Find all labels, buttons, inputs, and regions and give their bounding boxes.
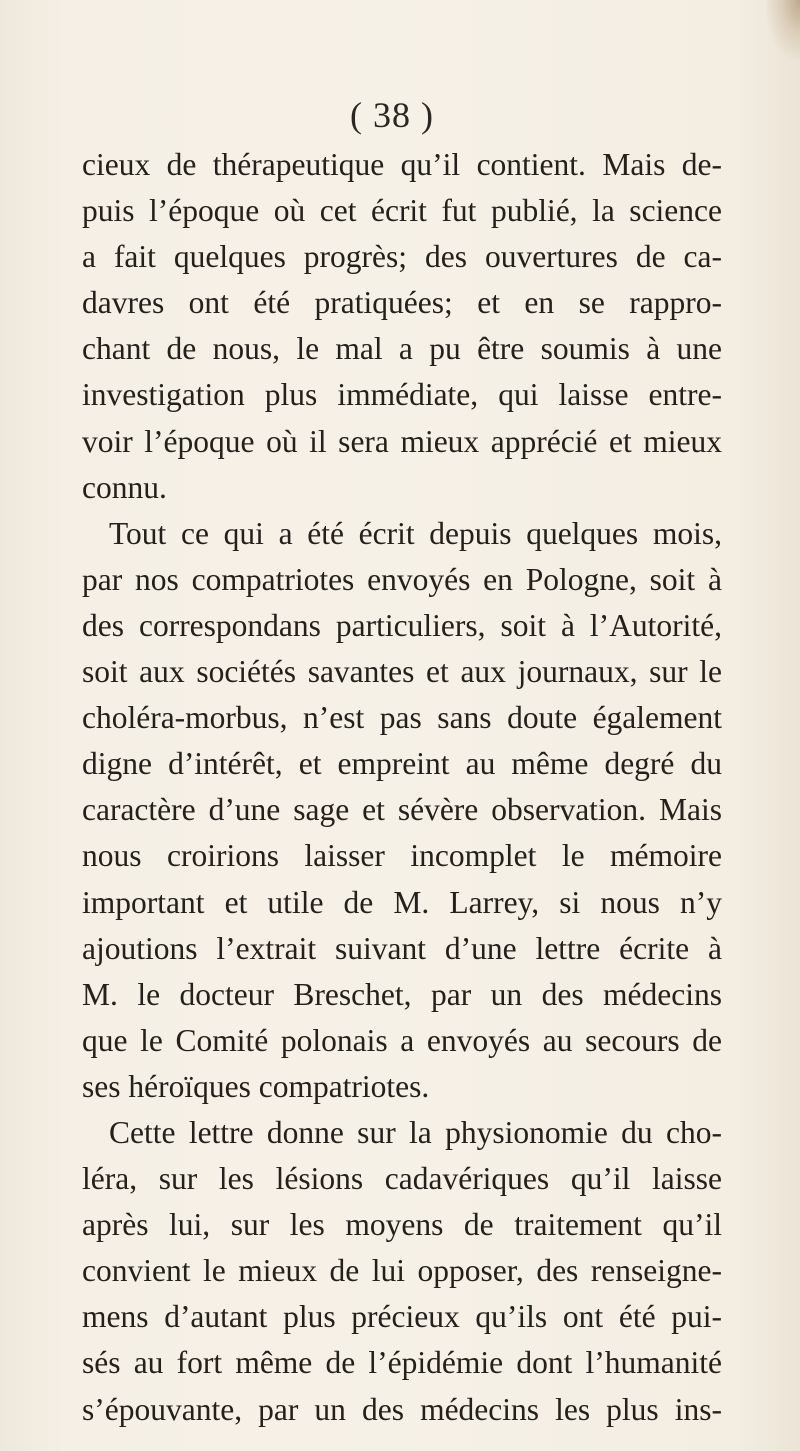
text-line: connu. bbox=[82, 469, 167, 505]
text-line: nous croirions laisser incomplet le mémoire bbox=[82, 838, 722, 874]
text-line: a fait quelques progrès; des ouvertures de ca- bbox=[82, 239, 722, 275]
text-line: choléra-morbus, n’est pas sans doute également bbox=[82, 700, 722, 736]
text-line: M. le docteur Breschet, par un des médecins bbox=[82, 976, 722, 1012]
text-line: après lui, sur les moyens de traitement qu’il bbox=[82, 1207, 722, 1243]
text-line: digne d’intérêt, et empreint au même degré du bbox=[82, 746, 722, 782]
text-line: investigation plus immédiate, qui laisse entre- bbox=[82, 377, 722, 413]
text-line: Cette lettre donne sur la physionomie du cho- bbox=[109, 1114, 722, 1150]
text-line: caractère d’une sage et sévère observation. Mais bbox=[82, 792, 722, 828]
text-line: voir l’époque où il sera mieux apprécié et mieux bbox=[82, 423, 722, 459]
text-line: s’épouvante, par un des médecins les plus ins- bbox=[82, 1391, 722, 1427]
text-line: ajoutions l’extrait suivant d’une lettre écrite à bbox=[82, 930, 722, 966]
text-line: que le Comité polonais a envoyés au secours de bbox=[82, 1022, 722, 1058]
text-line: puis l’époque où cet écrit fut publié, la science bbox=[82, 193, 722, 229]
text-line: léra, sur les lésions cadavériques qu’il laisse bbox=[82, 1161, 722, 1197]
text-line: des correspondans particuliers, soit à l’Autorité, bbox=[82, 607, 722, 643]
page-number: ( 38 ) bbox=[350, 95, 434, 135]
text-line: important et utile de M. Larrey, si nous n’y bbox=[82, 884, 722, 920]
body-text bbox=[82, 142, 722, 1433]
text-line: davres ont été pratiquées; et en se rappro- bbox=[82, 285, 722, 321]
text-line: ses héroïques compatriotes. bbox=[82, 1068, 430, 1104]
page-stain bbox=[766, 0, 800, 60]
text-line: convient le mieux de lui opposer, des renseigne- bbox=[82, 1253, 722, 1289]
text-line: soit aux sociétés savantes et aux journaux, sur le bbox=[82, 654, 722, 690]
text-line: Tout ce qui a été écrit depuis quelques mois, bbox=[109, 515, 722, 551]
text-line: sés au fort même de l’épidémie dont l’humanité bbox=[82, 1345, 722, 1381]
text-line: mens d’autant plus précieux qu’ils ont été pui- bbox=[82, 1299, 722, 1335]
text-line: chant de nous, le mal a pu être soumis à une bbox=[82, 331, 722, 367]
text-line: cieux de thérapeutique qu’il contient. Mais de- bbox=[82, 147, 722, 182]
text-line: par nos compatriotes envoyés en Pologne, soit à bbox=[82, 561, 722, 597]
